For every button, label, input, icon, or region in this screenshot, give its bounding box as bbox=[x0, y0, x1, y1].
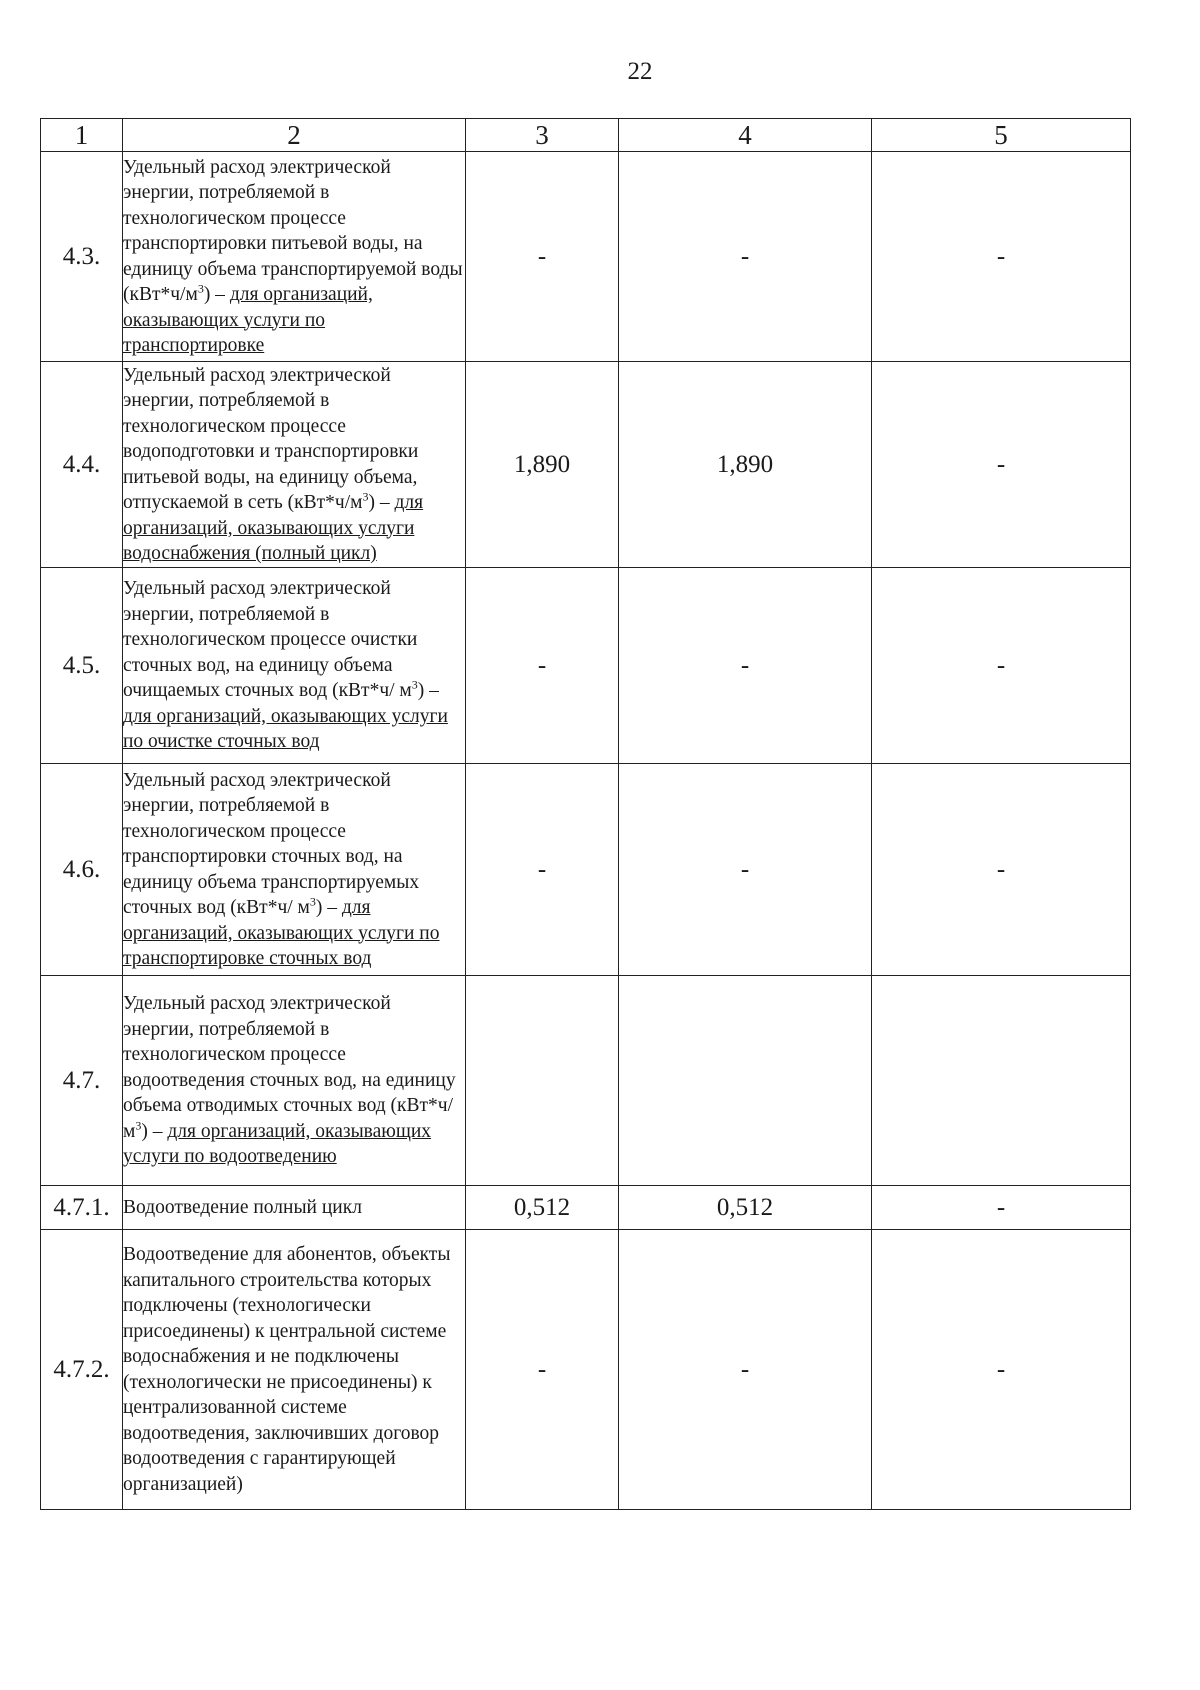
value-col-4: - bbox=[619, 1230, 872, 1510]
value-col-3: 0,512 bbox=[466, 1186, 619, 1230]
description-text: Удельный расход электрической энергии, потребляемой в технологическом процессе транспортировки сточных вод, на единицу объема транспортируемых сточных вод (кВт*ч/ м bbox=[123, 769, 420, 918]
value-col-4: - bbox=[619, 152, 872, 362]
value-col-5: - bbox=[872, 568, 1131, 764]
description-text: ) – bbox=[368, 492, 395, 513]
description-text: Водоотведение для абонентов, объекты капитального строительства которых подключены (технологически присоединены) к центральной системе водоснабжения и не подключены (технологически не присоединены) к централизованной системе водоотведения, заключивших договор водоотведения с гарантирующей организацией) bbox=[123, 1244, 451, 1495]
table-row bbox=[41, 568, 1131, 764]
table-row bbox=[41, 764, 1131, 976]
table-row bbox=[41, 362, 1131, 568]
table-row bbox=[41, 1186, 1131, 1230]
description-text: Удельный расход электрической энергии, потребляемой в технологическом процессе водоподготовки и транспортировки питьевой воды, на единицу объема, отпускаемой в сеть (кВт*ч/м bbox=[123, 364, 419, 513]
description-text: ) – bbox=[203, 284, 230, 305]
row-description bbox=[123, 1230, 466, 1510]
value-col-4: 0,512 bbox=[619, 1186, 872, 1230]
row-number: 4.3. bbox=[41, 152, 123, 362]
value-col-5: - bbox=[872, 1230, 1131, 1510]
table-row bbox=[41, 1230, 1131, 1510]
value-col-4: 1,890 bbox=[619, 362, 872, 568]
value-col-4 bbox=[619, 976, 872, 1186]
row-number: 4.5. bbox=[41, 568, 123, 764]
row-description bbox=[123, 764, 466, 976]
row-number: 4.7.1. bbox=[41, 1186, 123, 1230]
row-number: 4.7.2. bbox=[41, 1230, 123, 1510]
value-col-3 bbox=[466, 976, 619, 1186]
description-text: ) – bbox=[417, 680, 439, 702]
header-col-3: 3 bbox=[466, 119, 619, 152]
superscript: 3 bbox=[135, 1118, 142, 1133]
table-header-row bbox=[41, 119, 1131, 152]
description-text: Водоотведение полный цикл bbox=[123, 1196, 362, 1218]
value-col-4: - bbox=[619, 568, 872, 764]
description-underlined: для организаций, оказывающих услуги по транспортировке сточных вод bbox=[123, 897, 440, 969]
value-col-3: - bbox=[466, 1230, 619, 1510]
header-col-1: 1 bbox=[41, 119, 123, 152]
value-col-3: 1,890 bbox=[466, 362, 619, 568]
value-col-5: - bbox=[872, 1186, 1131, 1230]
value-col-5: - bbox=[872, 764, 1131, 976]
row-number: 4.7. bbox=[41, 976, 123, 1186]
description-underlined: для организаций, оказывающих услуги по водоотведению bbox=[123, 1120, 432, 1168]
row-description bbox=[123, 152, 466, 362]
superscript: 3 bbox=[411, 677, 418, 692]
description-text: ) – bbox=[315, 897, 342, 918]
row-number: 4.6. bbox=[41, 764, 123, 976]
header-col-4: 4 bbox=[619, 119, 872, 152]
description-underlined: для организаций, оказывающих услуги водоснабжения (полный цикл) bbox=[123, 492, 424, 564]
value-col-3: - bbox=[466, 568, 619, 764]
indicators-table bbox=[40, 118, 1131, 1510]
value-col-4: - bbox=[619, 764, 872, 976]
value-col-5: - bbox=[872, 362, 1131, 568]
row-number: 4.4. bbox=[41, 362, 123, 568]
description-text: Удельный расход электрической энергии, потребляемой в технологическом процессе водоотведения сточных вод, на единицу объема отводимых сточных вод (кВт*ч/ м bbox=[123, 993, 456, 1142]
page-number: 22 bbox=[627, 58, 653, 85]
description-text: ) – bbox=[141, 1120, 168, 1142]
value-col-3: - bbox=[466, 764, 619, 976]
value-col-5 bbox=[872, 976, 1131, 1186]
table-row bbox=[41, 976, 1131, 1186]
description-underlined: для организаций, оказывающих услуги по транспортировке bbox=[123, 284, 373, 356]
description-text: Удельный расход электрической энергии, потребляемой в технологическом процессе транспортировки питьевой воды, на единицу объема транспортируемой воды (кВт*ч/м bbox=[123, 156, 463, 305]
superscript: 3 bbox=[197, 281, 204, 296]
header-col-5: 5 bbox=[872, 119, 1131, 152]
superscript: 3 bbox=[309, 894, 316, 909]
value-col-5: - bbox=[872, 152, 1131, 362]
description-text: Удельный расход электрической энергии, потребляемой в технологическом процессе очистки сточных вод, на единицу объема очищаемых сточных вод (кВт*ч/ м bbox=[123, 578, 418, 702]
row-description bbox=[123, 1186, 466, 1230]
description-underlined: для организаций, оказывающих услуги по очистке сточных вод bbox=[123, 705, 448, 753]
header-col-2: 2 bbox=[123, 119, 466, 152]
row-description bbox=[123, 362, 466, 568]
table-row bbox=[41, 152, 1131, 362]
row-description bbox=[123, 976, 466, 1186]
row-description bbox=[123, 568, 466, 764]
superscript: 3 bbox=[362, 489, 369, 504]
value-col-3: - bbox=[466, 152, 619, 362]
